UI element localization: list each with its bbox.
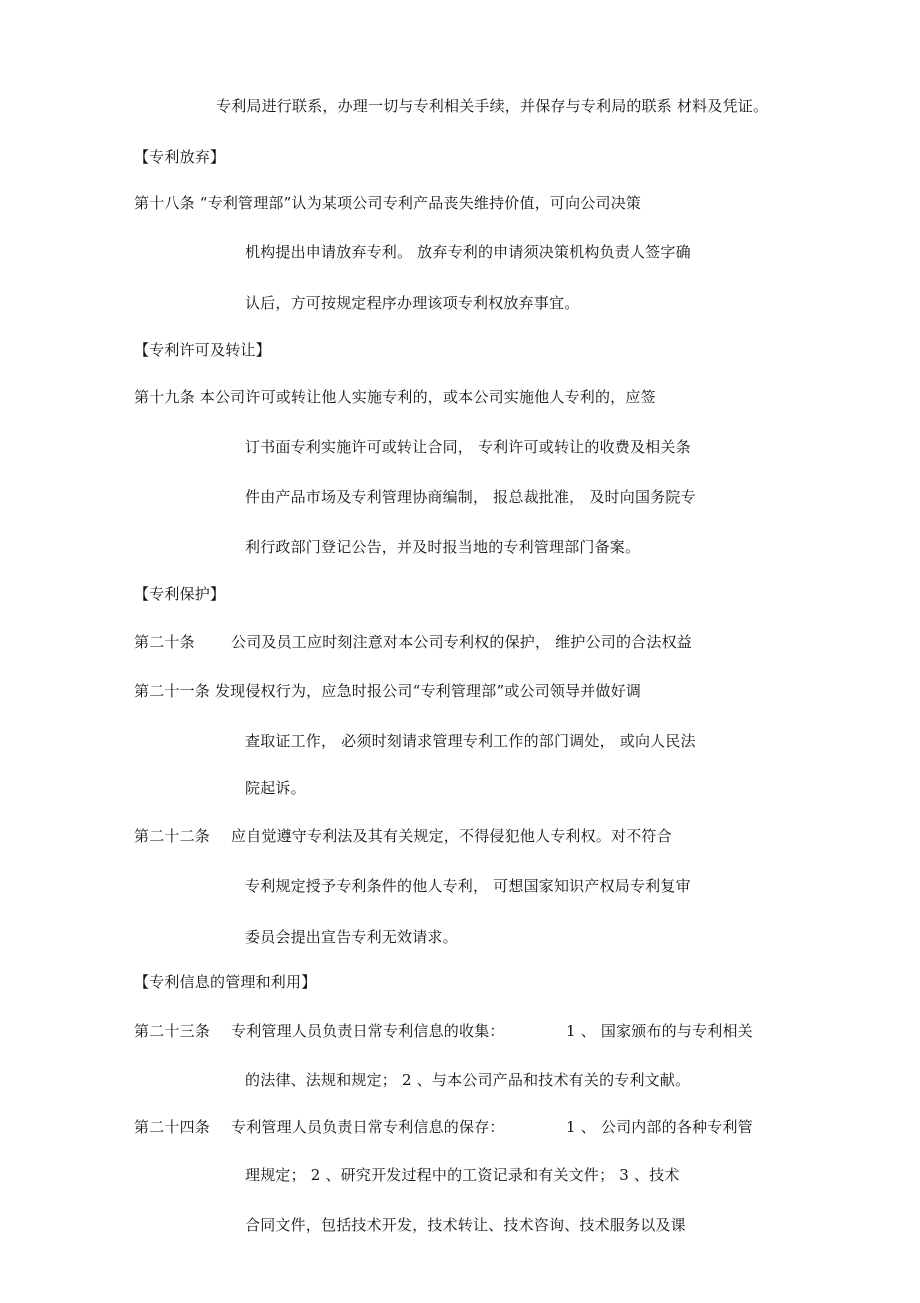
article-24-line-2: 理规定； 2 、研究开发过程中的工资记录和有关文件； 3 、技术	[245, 1166, 680, 1184]
article-20-label: 第二十条	[134, 633, 195, 651]
article-22-label: 第二十二条	[134, 827, 211, 845]
section-heading-patent-abandon: 【专利放弃】	[134, 148, 226, 166]
article-19-line-1: 第十九条 本公司许可或转让他人实施专利的，或本公司实施他人专利的，应签	[134, 388, 656, 406]
article-21-line-1: 第二十一条 发现侵权行为，应急时报公司“专利管理部”或公司领导并做好调	[134, 682, 642, 700]
article-23-line-1a: 专利管理人员负责日常专利信息的收集：	[231, 1022, 505, 1040]
section-heading-patent-protection: 【专利保护】	[134, 585, 226, 603]
article-24-line-3: 合同文件，包括技术开发，技术转让、技术咨询、技术服务以及课	[245, 1216, 686, 1234]
article-24-line-1a: 专利管理人员负责日常专利信息的保存：	[231, 1118, 505, 1136]
article-21-line-2: 查取证工作， 必须时刻请求管理专利工作的部门调处， 或向人民法	[245, 732, 696, 750]
article-24-line-1b: 1 、 公司内部的各种专利管	[566, 1118, 753, 1136]
article-18-line-2: 机构提出申请放弃专利。 放弃专利的申请须决策机构负责人签字确	[245, 243, 691, 261]
article-22-line-3: 委员会提出宣告专利无效请求。	[245, 928, 458, 946]
article-18-line-3: 认后，方可按规定程序办理该项专利权放弃事宜。	[245, 294, 580, 312]
article-20-text: 公司及员工应时刻注意对本公司专利权的保护， 维护公司的合法权益	[231, 633, 692, 651]
text-line-continuation: 专利局进行联系，办理一切与专利相关手续，并保存与专利局的联系 材料及凭证。	[216, 97, 769, 115]
article-21-line-3: 院起诉。	[245, 779, 306, 797]
article-19-line-4: 利行政部门登记公告，并及时报当地的专利管理部门备案。	[245, 538, 641, 556]
article-22-line-2: 专利规定授予专利条件的他人专利， 可想国家知识产权局专利复审	[245, 877, 691, 895]
article-19-line-3: 件由产品市场及专利管理协商编制， 报总裁批准， 及时向国务院专	[245, 488, 696, 506]
section-heading-patent-info: 【专利信息的管理和利用】	[134, 973, 317, 991]
article-23-label: 第二十三条	[134, 1022, 211, 1040]
article-23-line-1b: 1 、 国家颁布的与专利相关	[566, 1022, 753, 1040]
article-23-line-2: 的法律、法规和规定； 2 、与本公司产品和技术有关的专利文献。	[245, 1071, 691, 1089]
article-24-label: 第二十四条	[134, 1118, 211, 1136]
article-22-line-1: 应自觉遵守专利法及其有关规定，不得侵犯他人专利权。对不符合	[231, 827, 672, 845]
section-heading-patent-license: 【专利许可及转让】	[134, 341, 271, 359]
article-18-line-1: 第十八条 “专利管理部”认为某项公司专利产品丧失维持价值，可向公司决策	[134, 194, 642, 212]
article-19-line-2: 订书面专利实施许可或转让合同， 专利许可或转让的收费及相关条	[245, 438, 691, 456]
